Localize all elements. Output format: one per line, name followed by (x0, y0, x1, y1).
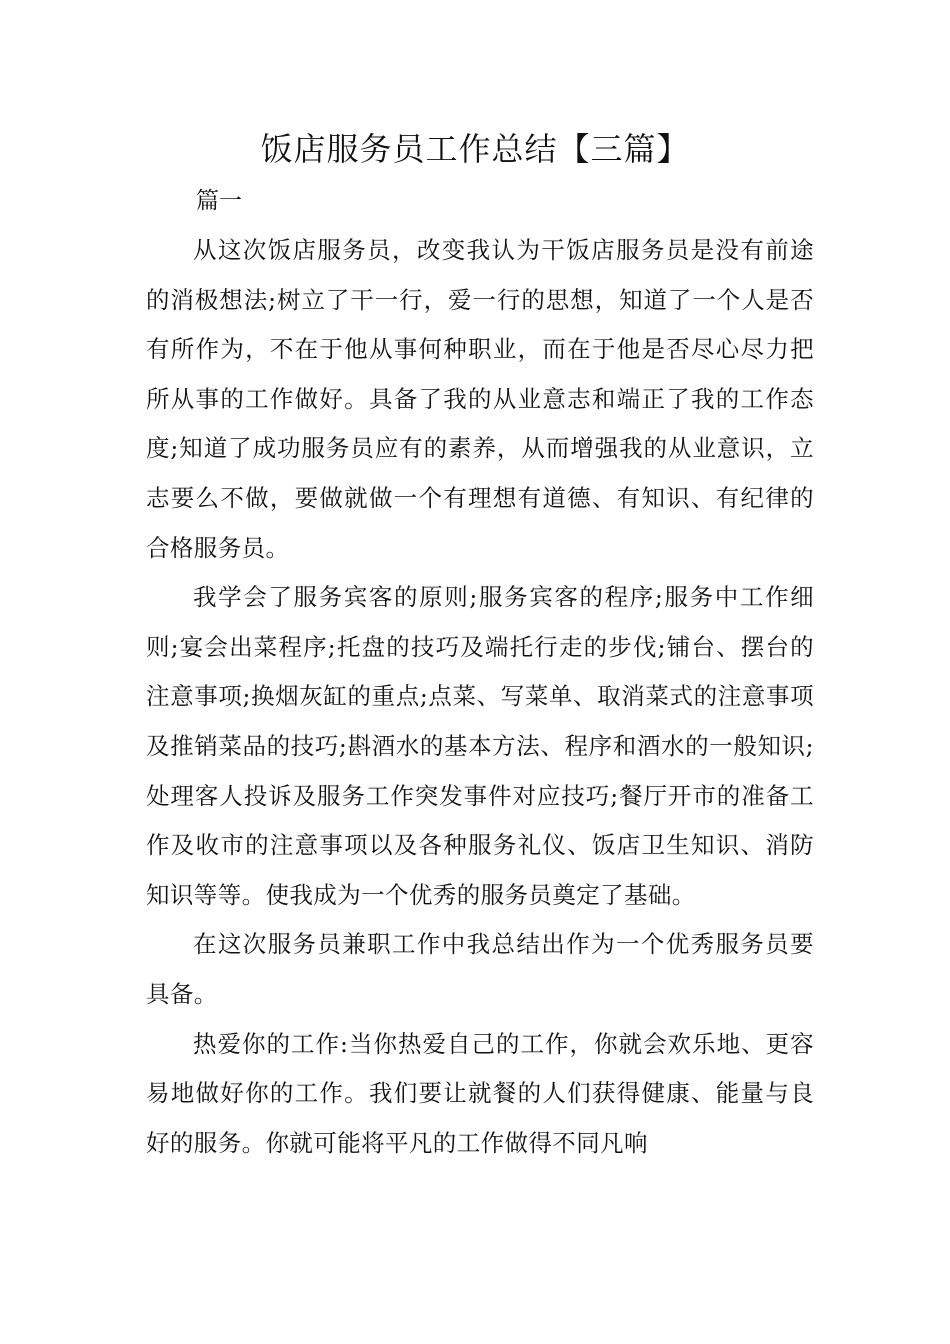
paragraph-4: 热爱你的工作:当你热爱自己的工作，你就会欢乐地、更容易地做好你的工作。我们要让就餐的人们获得健康、能量与良好的服务。你就可能将平凡的工作做得不同凡响 (146, 1029, 814, 1157)
paragraph-2: 我学会了服务宾客的原则;服务宾客的程序;服务中工作细则;宴会出菜程序;托盘的技巧及端托行走的步伐;铺台、摆台的注意事项;换烟灰缸的重点;点菜、写菜单、取消菜式的注意事项及推销菜品的技巧;斟酒水的基本方法、程序和酒水的一般知识;处理客人投诉及服务工作突发事件对应技巧;餐厅开市的准备工作及收市的注意事项以及各种服务礼仪、饭店卫生知识、消防知识等等。使我成为一个优秀的服务员奠定了基础。 (146, 583, 814, 909)
paragraph-1: 从这次饭店服务员，改变我认为干饭店服务员是没有前途的消极想法;树立了干一行，爱一行的思想，知道了一个人是否有所作为，不在于他从事何种职业，而在于他是否尽心尽力把所从事的工作做好。具备了我的从业意志和端正了我的工作态度;知道了成功服务员应有的素养，从而增强我的从业意识，立志要么不做，要做就做一个有理想有道德、有知识、有纪律的合格服务员。 (146, 236, 814, 562)
document-body (146, 226, 814, 1168)
paragraph-3: 在这次服务员兼职工作中我总结出作为一个优秀服务员要具备。 (146, 930, 814, 1008)
section-label: 篇一 (196, 188, 242, 214)
document-title: 饭店服务员工作总结【三篇】 (260, 130, 690, 168)
